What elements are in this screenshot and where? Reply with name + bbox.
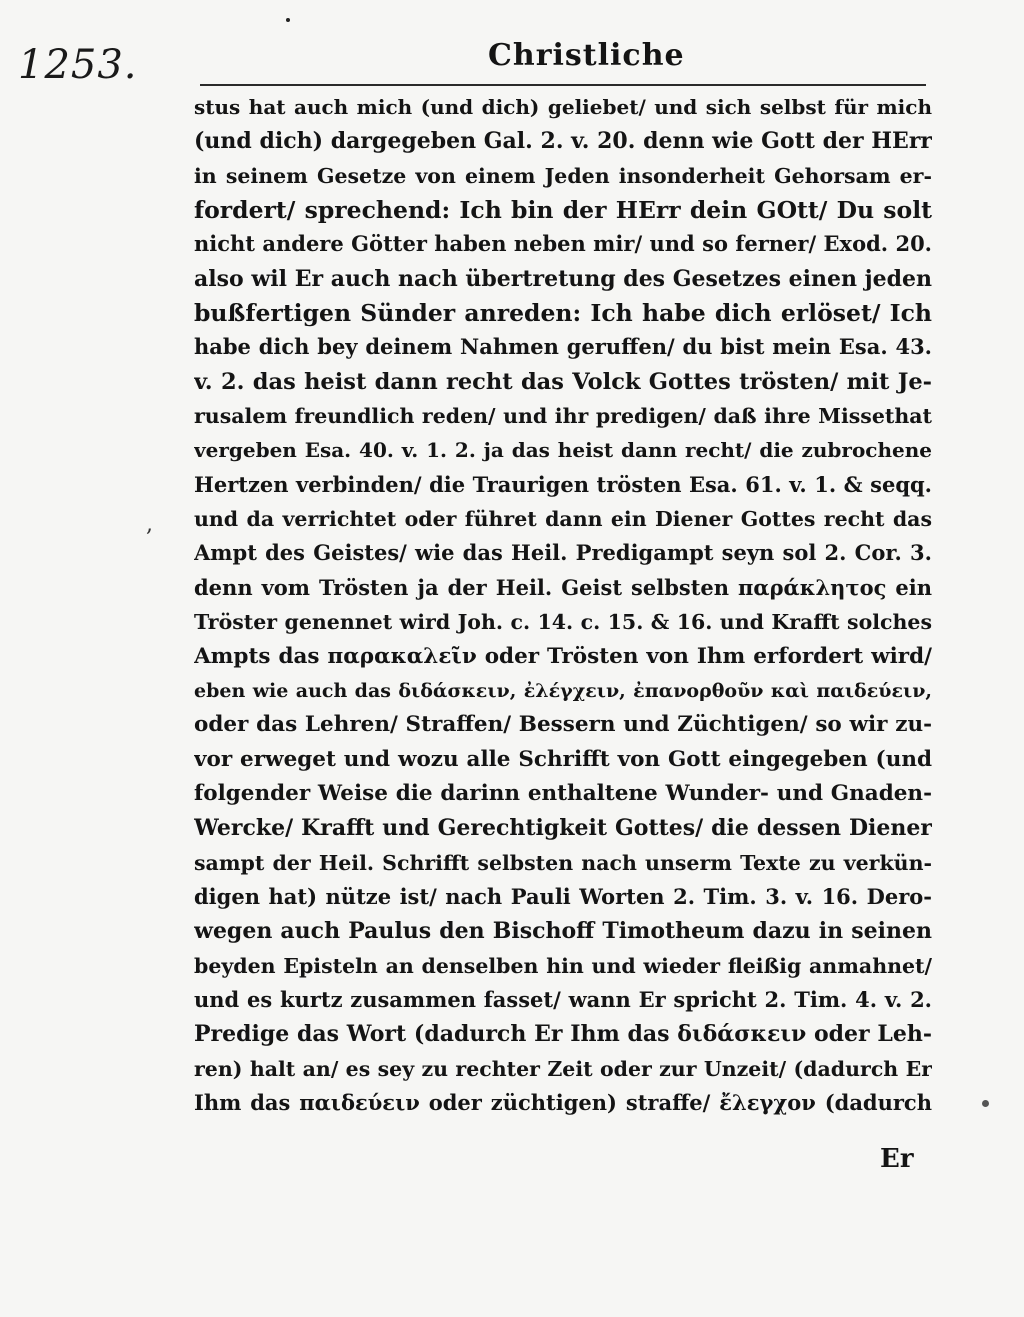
text-line: denn vom Trösten ja der Heil. Geist selbsten παράκλητος ein: [194, 574, 932, 600]
text-line: also wil Er auch nach übertretung des Gesetzes einen jeden: [194, 265, 932, 292]
text-line: nicht andere Götter haben neben mir/ und so ferner/ Exod. 20.: [194, 231, 932, 257]
text-line: und da verrichtet oder führet dann ein Diener Gottes recht das: [194, 507, 932, 532]
text-line: digen hat) nütze ist/ nach Pauli Worten 2. Tim. 3. v. 16. Dero-: [194, 883, 932, 909]
text-line: wegen auch Paulus den Bischoff Timotheum dazu in seinen: [194, 918, 932, 945]
text-line: vor erweget und wozu alle Schrifft von Gott eingegeben (und: [194, 746, 932, 772]
text-line: vergeben Esa. 40. v. 1. 2. ja das heist dann recht/ die zubrochene: [194, 438, 932, 463]
text-line: Hertzen verbinden/ die Traurigen trösten Esa. 61. v. 1. & seqq.: [194, 471, 932, 497]
page-number: 1253.: [18, 42, 138, 88]
text-line: oder das Lehren/ Straffen/ Bessern und Züchtigen/ so wir zu-: [194, 712, 932, 738]
text-line: habe dich bey deinem Nahmen geruffen/ du bist mein Esa. 43.: [194, 334, 932, 360]
running-head: Christliche: [488, 38, 685, 73]
body-text: [194, 90, 932, 1120]
text-line: Ampts das παρακαλεῖν oder Trösten von Ihm erfordert wird/: [194, 643, 932, 669]
text-line: Ampt des Geistes/ wie das Heil. Predigampt seyn sol 2. Cor. 3.: [194, 540, 932, 566]
text-line: sampt der Heil. Schrifft selbsten nach unserm Texte zu verkün-: [194, 850, 932, 875]
ink-speck: [982, 1100, 989, 1107]
ink-speck: [286, 18, 290, 22]
text-line: beyden Episteln an denselben hin und wieder fleißig anmahnet/: [194, 953, 932, 978]
text-line: ren) halt an/ es sey zu rechter Zeit oder zur Unzeit/ (dadurch Er: [194, 1056, 932, 1081]
text-line: folgender Weise die darinn enthaltene Wunder- und Gnaden-: [194, 780, 932, 806]
text-line: Tröster genennet wird Joh. c. 14. c. 15. & 16. und Krafft solches: [194, 610, 932, 635]
text-line: in seinem Gesetze von einem Jeden insonderheit Gehorsam er-: [194, 163, 932, 188]
text-line: stus hat auch mich (und dich) geliebet/ und sich selbst für mich: [194, 95, 932, 119]
text-line: Wercke/ Krafft und Gerechtigkeit Gottes/ die dessen Diener: [194, 815, 932, 842]
text-line: (und dich) dargegeben Gal. 2. v. 20. denn wie Gott der HErr: [194, 128, 932, 155]
header-rule: [200, 84, 926, 86]
catchword: Er: [880, 1144, 914, 1174]
text-line: v. 2. das heist dann recht das Volck Gottes trösten/ mit Je-: [194, 368, 932, 395]
text-line: bußfertigen Sünder anreden: Ich habe dich erlöset/ Ich: [194, 299, 932, 328]
text-line: fordert/ sprechend: Ich bin der HErr dein GOtt/ Du solt: [194, 196, 932, 225]
text-line: eben wie auch das διδάσκειν, ἐλέγχειν, ἐπανορθοῦν καὶ παιδεύειν,: [194, 679, 932, 702]
margin-mark: ,: [146, 512, 153, 537]
text-line: und es kurtz zusammen fasset/ wann Er spricht 2. Tim. 4. v. 2.: [194, 986, 932, 1012]
text-line: Predige das Wort (dadurch Er Ihm das διδάσκειν oder Leh-: [194, 1021, 932, 1048]
text-line: rusalem freundlich reden/ und ihr predigen/ daß ihre Missethat: [194, 404, 932, 429]
text-line: Ihm das παιδεύειν oder züchtigen) straffe/ ἔλεγχον (dadurch: [194, 1089, 932, 1115]
